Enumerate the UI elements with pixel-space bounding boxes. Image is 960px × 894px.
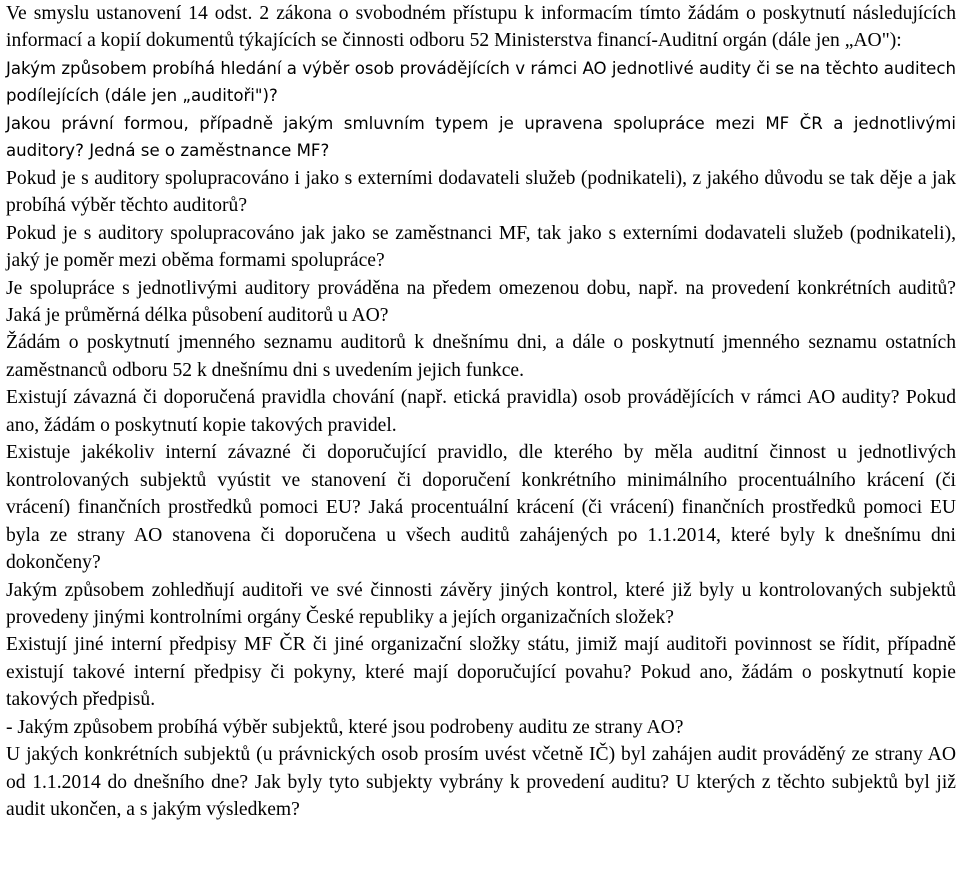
paragraph-request-auditor-list: Žádám o poskytnutí jmenného seznamu auditorů k dnešnímu dni, a dále o poskytnutí jmenného seznamu ostatních zaměstnanců odboru 52 k dnešnímu dni s uvedením jejich funkce.	[6, 332, 956, 381]
paragraph-question-legal-form	[6, 110, 956, 165]
paragraph-question-internal-rules: Existují jiné interní předpisy MF ČR či jiné organizační složky státu, jimiž mají auditoři povinnost se řídit, případně existují takové interní předpisy či pokyny, které mají doporučující povahu? Pokud ano, žádám o poskytnutí kopie takových předpisů.	[6, 634, 956, 711]
paragraph-question-ratio: Pokud je s auditory spolupracováno jak jako se zaměstnanci MF, tak jako s externími dodavateli služeb (podnikateli), jaký je poměr mezi oběma formami spolupráce?	[6, 222, 956, 272]
paragraph-question-other-controls: Jakým způsobem zohledňují auditoři ve své činnosti závěry jiných kontrol, které již byly u kontrolovaných subjektů provedeny jinými kontrolními orgány České republiky a jejích organizačních složek?	[6, 579, 956, 628]
paragraph-intro: Ve smyslu ustanovení 14 odst. 2 zákona o svobodném přístupu k informacím tímto žádám o poskytnutí následujících informací a kopií dokumentů týkajících se činnosti odboru 52 Ministerstva financí-Auditní orgán (dále jen „AO"):	[6, 3, 956, 52]
paragraph-question-audited-subjects: U jakých konkrétních subjektů (u právnických osob prosím uvést včetně IČ) byl zahájen audit prováděný ze strany AO od 1.1.2014 do dnešního dne? Jak byly tyto subjekty vybrány k provedení auditu? U kterých z těchto subjektů byl již audit ukončen, a s jakým výsledkem?	[6, 744, 956, 821]
paragraph-question-duration: Je spolupráce s jednotlivými auditory prováděna na předem omezenou dobu, např. na provedení konkrétních auditů? Jaká je průměrná délka působení auditorů u AO?	[6, 277, 956, 326]
employee-question-text: Jedná se o zaměstnance MF?	[83, 141, 330, 161]
paragraph-question-external: Pokud je s auditory spolupracováno i jako s externími dodavateli služeb (podnikateli), z jakého důvodu se tak děje a jak probíhá výběr těchto auditorů?	[6, 167, 956, 217]
legal-form-text: Jakou právní formou, případně jakým smluvním typem je upravena spolupráce mezi MF ČR a jednotlivými auditory?	[6, 113, 956, 161]
paragraph-question-subject-selection: - Jakým způsobem probíhá výběr subjektů, které jsou podrobeny auditu ze strany AO?	[6, 716, 684, 738]
paragraph-question-selection: Jakým způsobem probíhá hledání a výběr osob provádějících v rámci AO jednotlivé audity či se na těchto auditech podílejících (dále jen „auditoři")?	[6, 58, 956, 106]
document-body	[6, 0, 956, 824]
paragraph-question-ethics: Existují závazná či doporučená pravidla chování (např. etická pravidla) osob provádějících v rámci AO audity? Pokud ano, žádám o poskytnutí kopie takových pravidel.	[6, 387, 956, 436]
paragraph-question-corrections: Existuje jakékoliv interní závazné či doporučující pravidlo, dle kterého by měla auditní činnost u jednotlivých kontrolovaných subjektů vyústit ve stanovení či doporučení konkrétního minimálního procentuálního krácení (či vrácení) finančních prostředků pomoci EU? Jaká procentuální krácení (či vrácení) finančních prostředků pomoci EU byla ze strany AO stanovena či doporučena u všech auditů zahájených po 1.1.2014, které byly k dnešnímu dni dokončeny?	[6, 442, 956, 574]
